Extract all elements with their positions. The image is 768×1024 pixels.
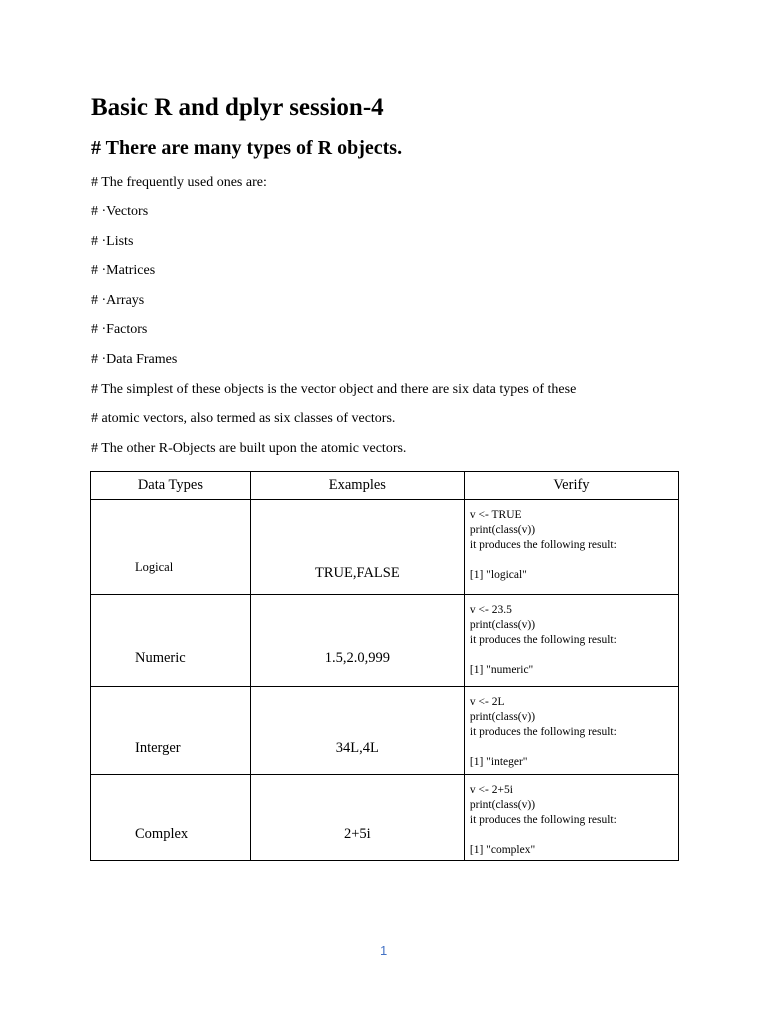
header-examples: Examples bbox=[250, 472, 464, 500]
code-line: it produces the following result: bbox=[469, 726, 617, 738]
example-value: 2+5i bbox=[343, 826, 371, 842]
type-label: Numeric bbox=[135, 650, 186, 666]
verify-cell bbox=[464, 687, 678, 775]
text-line: # atomic vectors, also termed as six classes of vectors. bbox=[91, 411, 396, 426]
page-title: Basic R and dplyr session-4 bbox=[91, 94, 384, 121]
list-item: # ·Lists bbox=[91, 234, 134, 249]
type-label: Logical bbox=[135, 560, 174, 574]
table-row bbox=[91, 687, 679, 775]
example-cell bbox=[250, 687, 464, 775]
code-line: it produces the following result: bbox=[469, 814, 617, 826]
text-line: # The other R-Objects are built upon the atomic vectors. bbox=[91, 441, 407, 456]
example-cell bbox=[250, 775, 464, 861]
example-value: 1.5,2.0,999 bbox=[324, 650, 390, 666]
text-line: # The frequently used ones are: bbox=[91, 175, 267, 190]
verify-cell bbox=[464, 500, 678, 595]
code-line: print(class(v)) bbox=[469, 711, 536, 723]
result-line: [1] "integer" bbox=[469, 756, 528, 768]
result-line: [1] "logical" bbox=[469, 569, 527, 581]
header-data-types: Data Types bbox=[91, 472, 251, 500]
code-line: it produces the following result: bbox=[469, 539, 617, 551]
text-line: # The simplest of these objects is the vector object and there are six data types of these bbox=[91, 382, 577, 397]
type-cell bbox=[91, 500, 251, 595]
section-heading: # There are many types of R objects. bbox=[91, 137, 403, 159]
code-line: v <- 23.5 bbox=[469, 604, 512, 616]
code-line: print(class(v)) bbox=[469, 619, 536, 631]
code-line: it produces the following result: bbox=[469, 634, 617, 646]
type-label: Interger bbox=[135, 740, 181, 756]
header-verify: Verify bbox=[464, 472, 678, 500]
code-line: print(class(v)) bbox=[469, 799, 536, 811]
type-label: Complex bbox=[135, 826, 189, 842]
list-item: # ·Matrices bbox=[91, 263, 156, 278]
page-number: 1 bbox=[380, 943, 388, 958]
table-row bbox=[91, 595, 679, 687]
example-value: 34L,4L bbox=[335, 740, 379, 756]
list-item: # ·Arrays bbox=[91, 293, 145, 308]
example-cell bbox=[250, 500, 464, 595]
type-cell bbox=[91, 775, 251, 861]
type-cell bbox=[91, 595, 251, 687]
table-row bbox=[91, 775, 679, 861]
code-line: v <- 2L bbox=[469, 696, 505, 708]
list-item: # ·Vectors bbox=[91, 204, 149, 219]
data-types-table bbox=[90, 471, 679, 861]
verify-cell bbox=[464, 775, 678, 861]
table-row bbox=[91, 500, 679, 595]
verify-cell bbox=[464, 595, 678, 687]
list-item: # ·Data Frames bbox=[91, 352, 178, 367]
code-line: v <- 2+5i bbox=[469, 784, 513, 796]
example-cell bbox=[250, 595, 464, 687]
code-line: print(class(v)) bbox=[469, 524, 536, 536]
example-value: TRUE,FALSE bbox=[314, 565, 400, 581]
type-cell bbox=[91, 687, 251, 775]
result-line: [1] "complex" bbox=[469, 844, 536, 856]
code-line: v <- TRUE bbox=[469, 509, 522, 521]
table-header-row bbox=[91, 472, 679, 500]
result-line: [1] "numeric" bbox=[469, 664, 534, 676]
list-item: # ·Factors bbox=[91, 322, 148, 337]
